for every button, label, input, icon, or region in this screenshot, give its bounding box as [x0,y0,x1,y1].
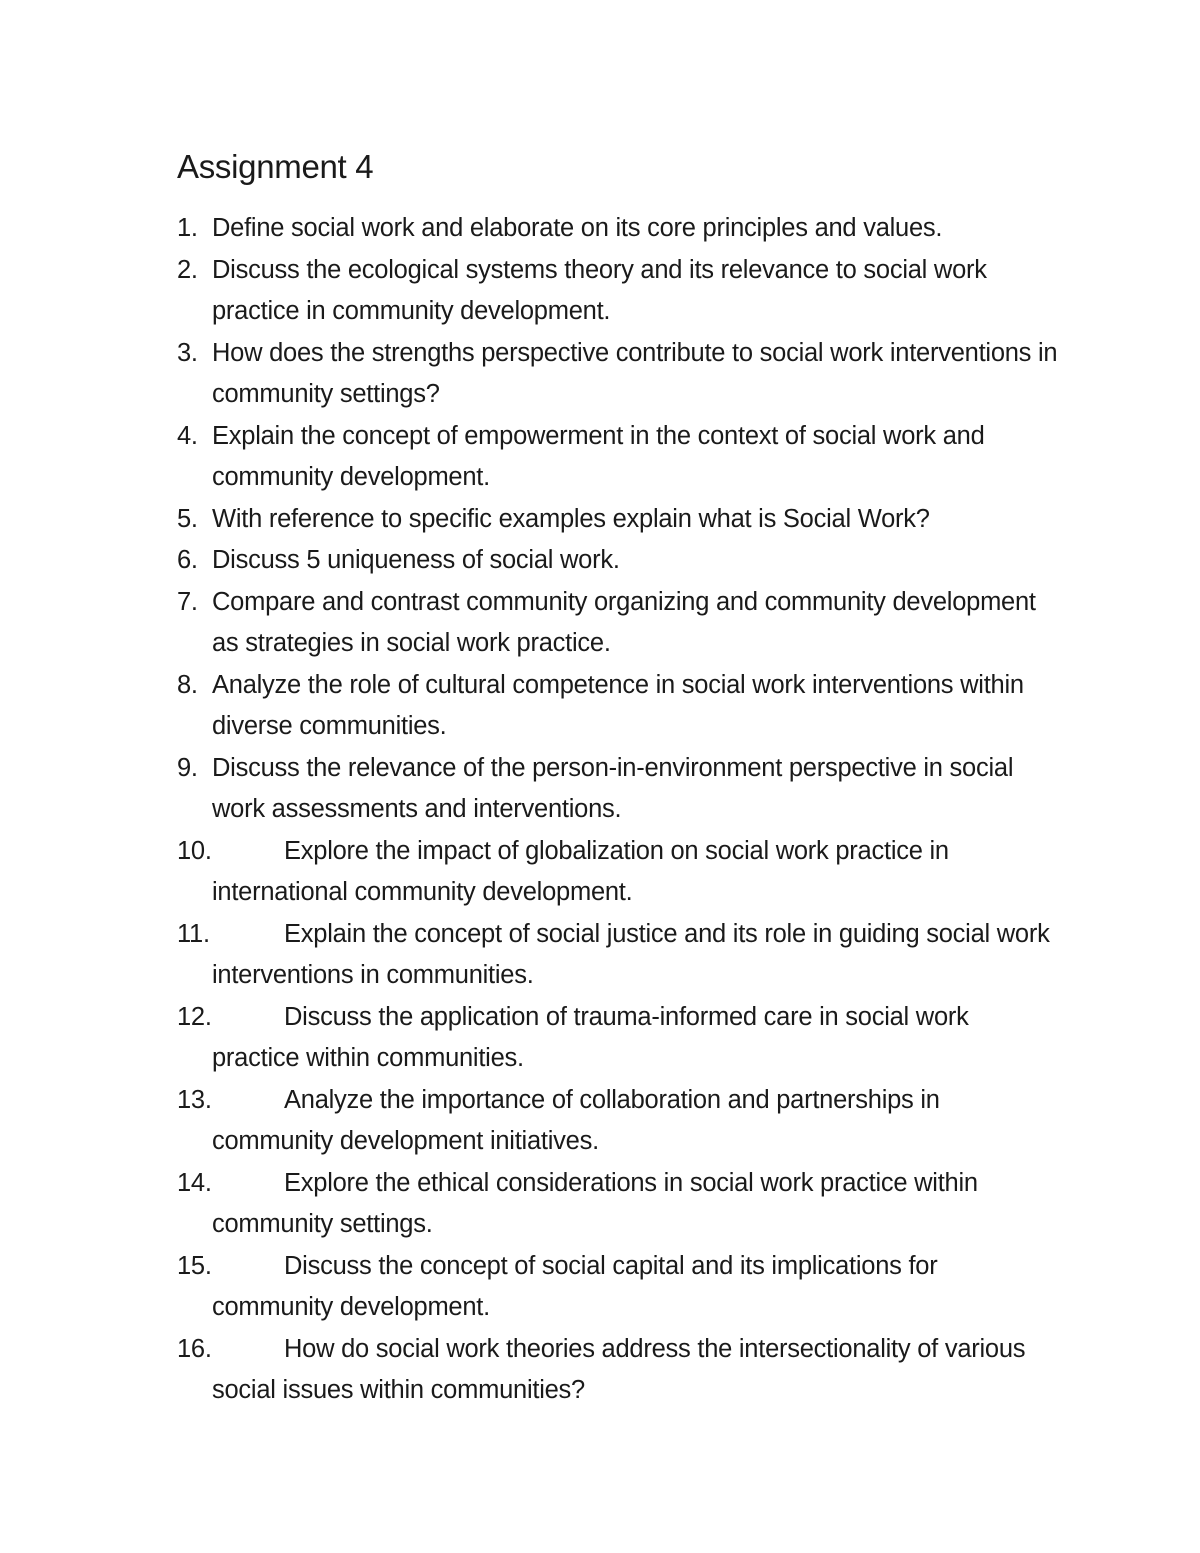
question-text: Explore the impact of globalization on social work practice in international community development. [212,836,949,906]
question-text: Discuss the relevance of the person-in-environment perspective in social work assessments and interventions. [212,753,1014,823]
question-text: Analyze the importance of collaboration and partnerships in community development initiatives. [212,1085,940,1155]
question-item [0,1329,1062,1412]
document-title: Assignment 4 [177,148,374,185]
question-number: 15. [177,1251,212,1280]
question-text: Explain the concept of empowerment in the context of social work and community development. [212,421,985,491]
question-text: Discuss the ecological systems theory and its relevance to social work practice in community development. [212,255,987,325]
question-item [0,540,1062,582]
question-text: How does the strengths perspective contribute to social work interventions in community settings? [212,338,1058,408]
question-item [0,1163,1062,1246]
question-item [0,250,1062,333]
question-number: 10. [177,836,212,865]
question-number: 14. [177,1168,212,1197]
question-text: Compare and contrast community organizing and community development as strategies in social work practice. [212,587,1036,657]
question-item [0,831,1062,914]
question-text: Explain the concept of social justice and its role in guiding social work interventions in communities. [212,919,1050,989]
question-number: 7. [177,587,198,616]
question-item [0,333,1062,416]
question-number: 11. [177,919,210,948]
question-number: 2. [177,255,198,284]
question-list [0,208,1200,1412]
question-number: 8. [177,670,198,699]
question-text: Discuss the concept of social capital and its implications for community development. [212,1251,938,1321]
question-number: 13. [177,1085,212,1114]
question-item [0,1080,1062,1163]
question-number: 12. [177,1002,212,1031]
question-item [0,582,1062,665]
question-number: 4. [177,421,198,450]
question-item [0,997,1062,1080]
question-number: 5. [177,504,198,533]
question-text: With reference to specific examples explain what is Social Work? [212,504,930,533]
question-number: 16. [177,1334,212,1363]
question-text: Discuss 5 uniqueness of social work. [212,546,620,574]
question-item [0,1246,1062,1329]
question-number: 6. [177,546,198,574]
question-text: Define social work and elaborate on its core principles and values. [212,214,943,242]
question-number: 9. [177,753,198,782]
question-text: How do social work theories address the intersectionality of various social issues within communities? [212,1334,1026,1404]
question-number: 1. [177,214,198,242]
question-item [0,499,1062,541]
question-item [0,665,1062,748]
question-item [0,914,1062,997]
question-text: Explore the ethical considerations in social work practice within community settings. [212,1168,978,1238]
question-number: 3. [177,338,198,367]
question-text: Analyze the role of cultural competence in social work interventions within diverse communities. [212,670,1024,740]
question-item [0,416,1062,499]
question-item [0,748,1062,831]
question-item [0,208,1062,250]
question-text: Discuss the application of trauma-informed care in social work practice within communities. [212,1002,969,1072]
